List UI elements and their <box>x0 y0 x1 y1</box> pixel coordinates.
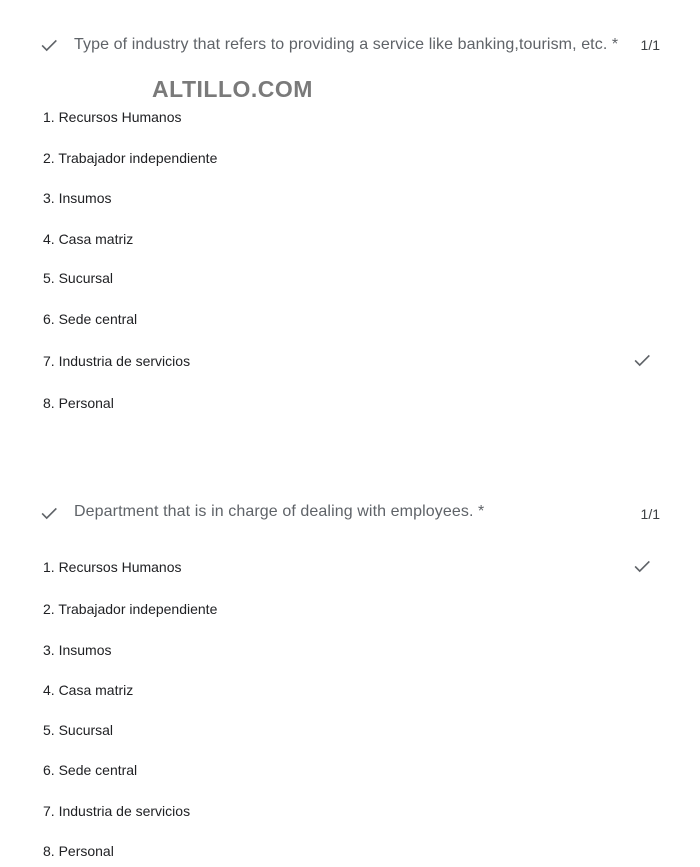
option-1: 1. Recursos Humanos <box>43 556 663 578</box>
option-5: 5. Sucursal <box>43 270 114 286</box>
question-2-score: 1/1 <box>640 506 660 522</box>
option-5: 5. Sucursal <box>43 722 114 738</box>
option-4: 4. Casa matriz <box>43 682 134 698</box>
correct-answer-checkmark-icon <box>631 555 653 577</box>
option-1: 1. Recursos Humanos <box>43 109 182 125</box>
checkmark-icon <box>38 34 60 56</box>
option-2: 2. Trabajador independiente <box>43 601 218 617</box>
option-3: 3. Insumos <box>43 190 112 206</box>
option-4: 4. Casa matriz <box>43 231 134 247</box>
option-3: 3. Insumos <box>43 642 112 658</box>
question-1-score: 1/1 <box>640 37 660 53</box>
option-2: 2. Trabajador independiente <box>43 150 218 166</box>
question-1-text: Type of industry that refers to providing a service like banking,tourism, etc. * <box>74 36 619 53</box>
watermark: ALTILLO.COM <box>152 76 313 102</box>
correct-answer-checkmark-icon <box>631 349 653 371</box>
checkmark-icon <box>38 502 60 524</box>
option-8: 8. Personal <box>43 843 114 859</box>
option-7: 7. Industria de servicios <box>43 803 191 819</box>
option-6: 6. Sede central <box>43 762 138 778</box>
option-6: 6. Sede central <box>43 311 138 327</box>
question-2-text: Department that is in charge of dealing with employees. * <box>74 503 485 520</box>
option-8: 8. Personal <box>43 395 114 411</box>
option-7: 7. Industria de servicios <box>43 350 663 372</box>
